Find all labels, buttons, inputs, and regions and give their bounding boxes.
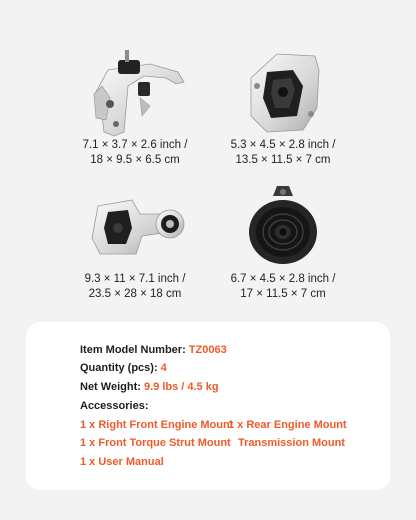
part-dimensions-cm: 18 × 9.5 × 6.5 cm bbox=[90, 154, 180, 166]
quantity-value: 4 bbox=[160, 362, 167, 374]
quantity-label: Quantity (pcs): bbox=[80, 362, 161, 374]
quantity-row bbox=[80, 362, 167, 374]
rear-engine-mount-image bbox=[237, 182, 329, 272]
accessory-item: 1 x User Manual bbox=[80, 456, 164, 468]
part-dimensions-cm: 13.5 × 11.5 × 7 cm bbox=[235, 154, 331, 166]
accessory-item: 1 x Rear Engine Mount bbox=[228, 419, 347, 431]
front-torque-strut-mount-image bbox=[80, 184, 190, 272]
accessory-item: Transmission Mount bbox=[238, 437, 345, 449]
net-weight-row bbox=[80, 381, 219, 393]
net-weight-label: Net Weight: bbox=[80, 381, 144, 393]
part-rear-engine-mount bbox=[218, 182, 348, 302]
part-front-torque-strut-mount bbox=[70, 184, 200, 302]
part-dimensions-inch: 9.3 × 11 × 7.1 inch / bbox=[84, 273, 186, 285]
accessory-item: 1 x Right Front Engine Mount bbox=[80, 419, 234, 431]
net-weight-value: 9.9 lbs / 4.5 kg bbox=[143, 381, 219, 393]
part-dimensions-inch: 7.1 × 3.7 × 2.6 inch / bbox=[82, 139, 188, 151]
part-dimensions-cm: 23.5 × 28 × 18 cm bbox=[88, 288, 182, 300]
right-front-engine-mount-image bbox=[80, 46, 190, 138]
part-right-front-engine-mount bbox=[70, 46, 200, 168]
transmission-mount-image bbox=[237, 46, 329, 138]
model-number-value: TZ0063 bbox=[188, 344, 227, 356]
model-number-label: Item Model Number: bbox=[80, 344, 189, 356]
part-dimensions-inch: 6.7 × 4.5 × 2.8 inch / bbox=[230, 273, 336, 285]
part-dimensions-cm: 17 × 11.5 × 7 cm bbox=[240, 288, 326, 300]
part-dimensions-inch: 5.3 × 4.5 × 2.8 inch / bbox=[230, 139, 336, 151]
part-transmission-mount bbox=[218, 46, 348, 168]
model-number-row bbox=[80, 344, 227, 356]
accessories-label: Accessories: bbox=[80, 400, 149, 412]
accessory-item: 1 x Front Torque Strut Mount bbox=[80, 437, 231, 449]
